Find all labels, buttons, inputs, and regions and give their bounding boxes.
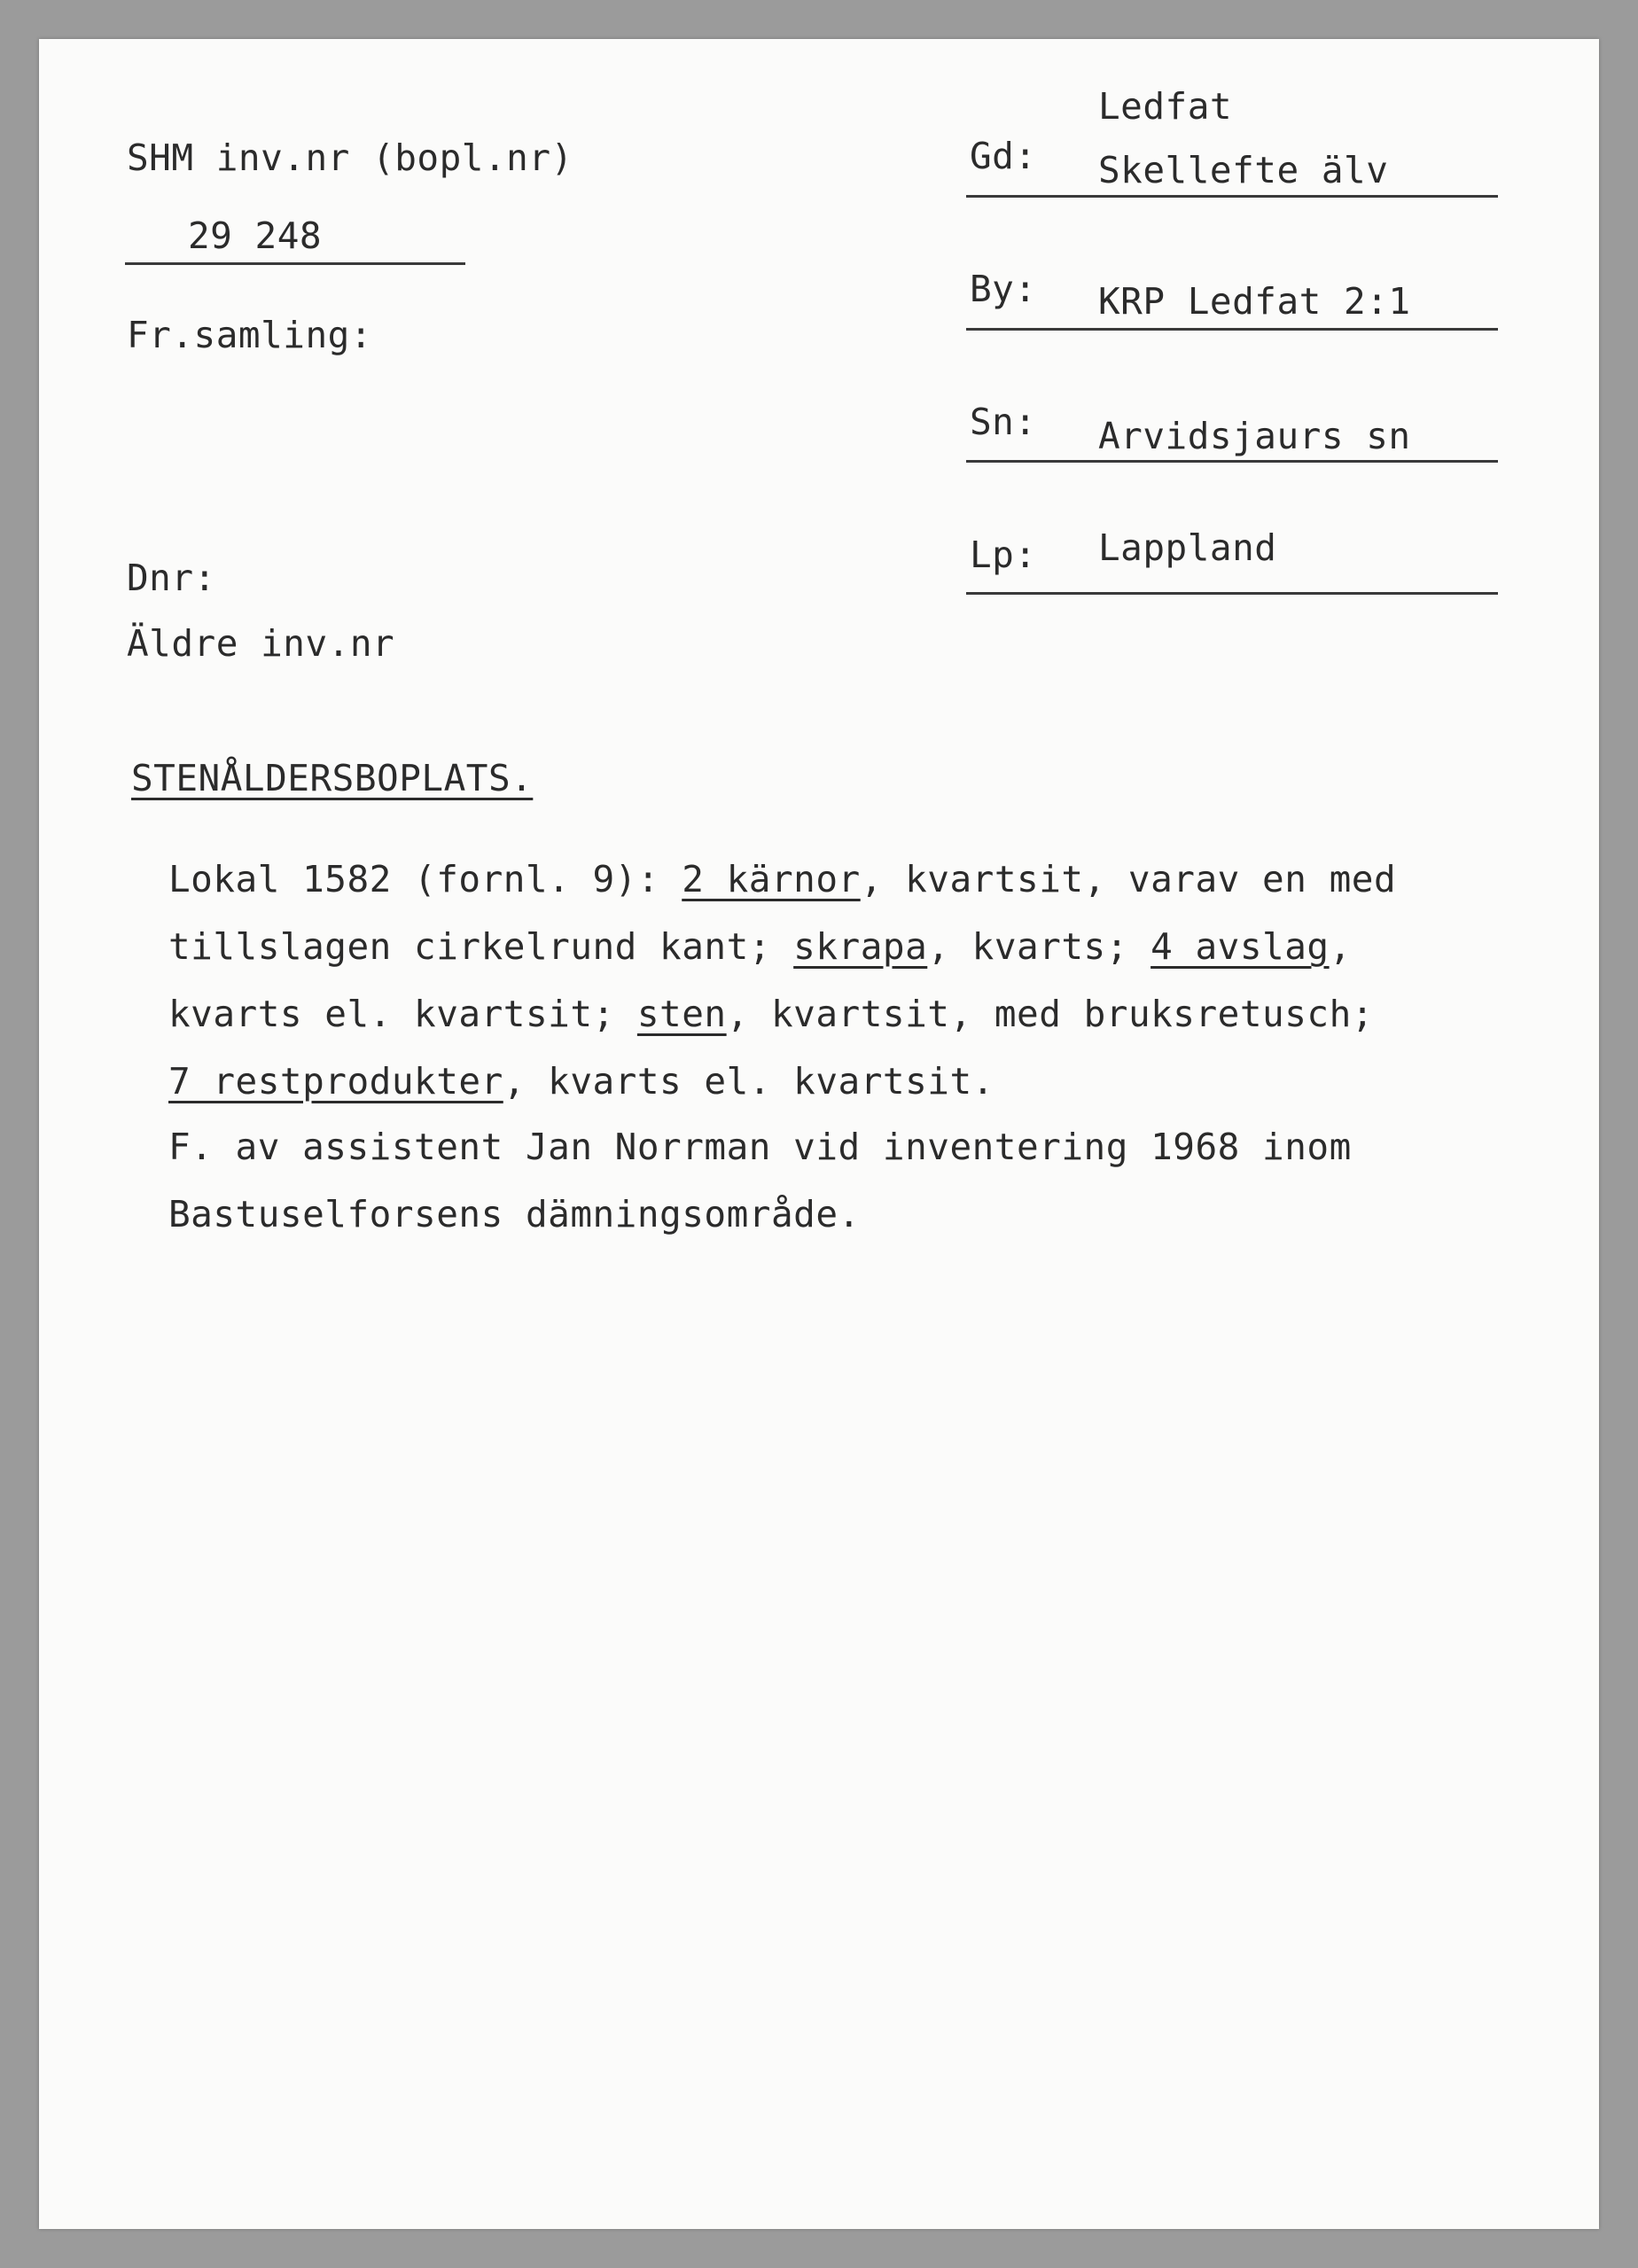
- body-line-6: Bastuselforsens dämningsområde.: [168, 1193, 861, 1235]
- sn-rule: [966, 460, 1498, 463]
- gd-rule: [966, 195, 1498, 198]
- lp-rule: [966, 592, 1498, 595]
- gd-value-2: Skellefte älv: [1098, 149, 1389, 191]
- body-text: , kvarts;: [927, 925, 1151, 968]
- by-rule: [966, 328, 1498, 331]
- body-text: Lokal 1582 (fornl. 9):: [168, 858, 682, 900]
- body-text: , kvarts el. kvartsit.: [503, 1060, 994, 1103]
- find-karnor: 2 kärnor: [682, 858, 861, 900]
- body-text: , kvartsit, varav en med: [860, 858, 1397, 900]
- body-text: tillslagen cirkelrund kant;: [168, 925, 794, 968]
- body-line-5: F. av assistent Jan Norrman vid inventering 1968 inom: [168, 1126, 1352, 1168]
- body-line-2: [168, 925, 1352, 968]
- by-label: By:: [970, 268, 1037, 310]
- fr-samling-label: Fr.samling:: [127, 314, 373, 356]
- find-restprodukter: 7 restprodukter: [168, 1060, 503, 1103]
- body-line-1: [168, 858, 1397, 900]
- body-line-4: [168, 1060, 994, 1103]
- lp-label: Lp:: [970, 534, 1037, 576]
- inv-value: 29 248: [188, 214, 323, 257]
- dnr-label: Dnr:: [127, 557, 216, 599]
- lp-value: Lappland: [1098, 526, 1277, 569]
- inv-rule: [125, 262, 465, 265]
- site-heading: STENÅLDERSBOPLATS.: [131, 757, 534, 799]
- find-avslag: 4 avslag: [1150, 925, 1330, 968]
- body-text: kvarts el. kvartsit;: [168, 993, 637, 1035]
- body-text: , kvartsit, med bruksretusch;: [726, 993, 1374, 1035]
- gd-label: Gd:: [970, 135, 1037, 177]
- find-sten: sten: [636, 993, 727, 1035]
- find-skrapa: skrapa: [793, 925, 928, 968]
- gd-value-1: Ledfat: [1098, 85, 1233, 128]
- by-value: KRP Ledfat 2:1: [1098, 280, 1411, 323]
- body-text: ,: [1329, 925, 1352, 968]
- body-line-3: [168, 993, 1374, 1035]
- sn-label: Sn:: [970, 401, 1037, 443]
- inv-label: SHM inv.nr (bopl.nr): [127, 136, 573, 179]
- sn-value: Arvidsjaurs sn: [1098, 415, 1411, 457]
- aldre-inv-label: Äldre inv.nr: [127, 622, 395, 665]
